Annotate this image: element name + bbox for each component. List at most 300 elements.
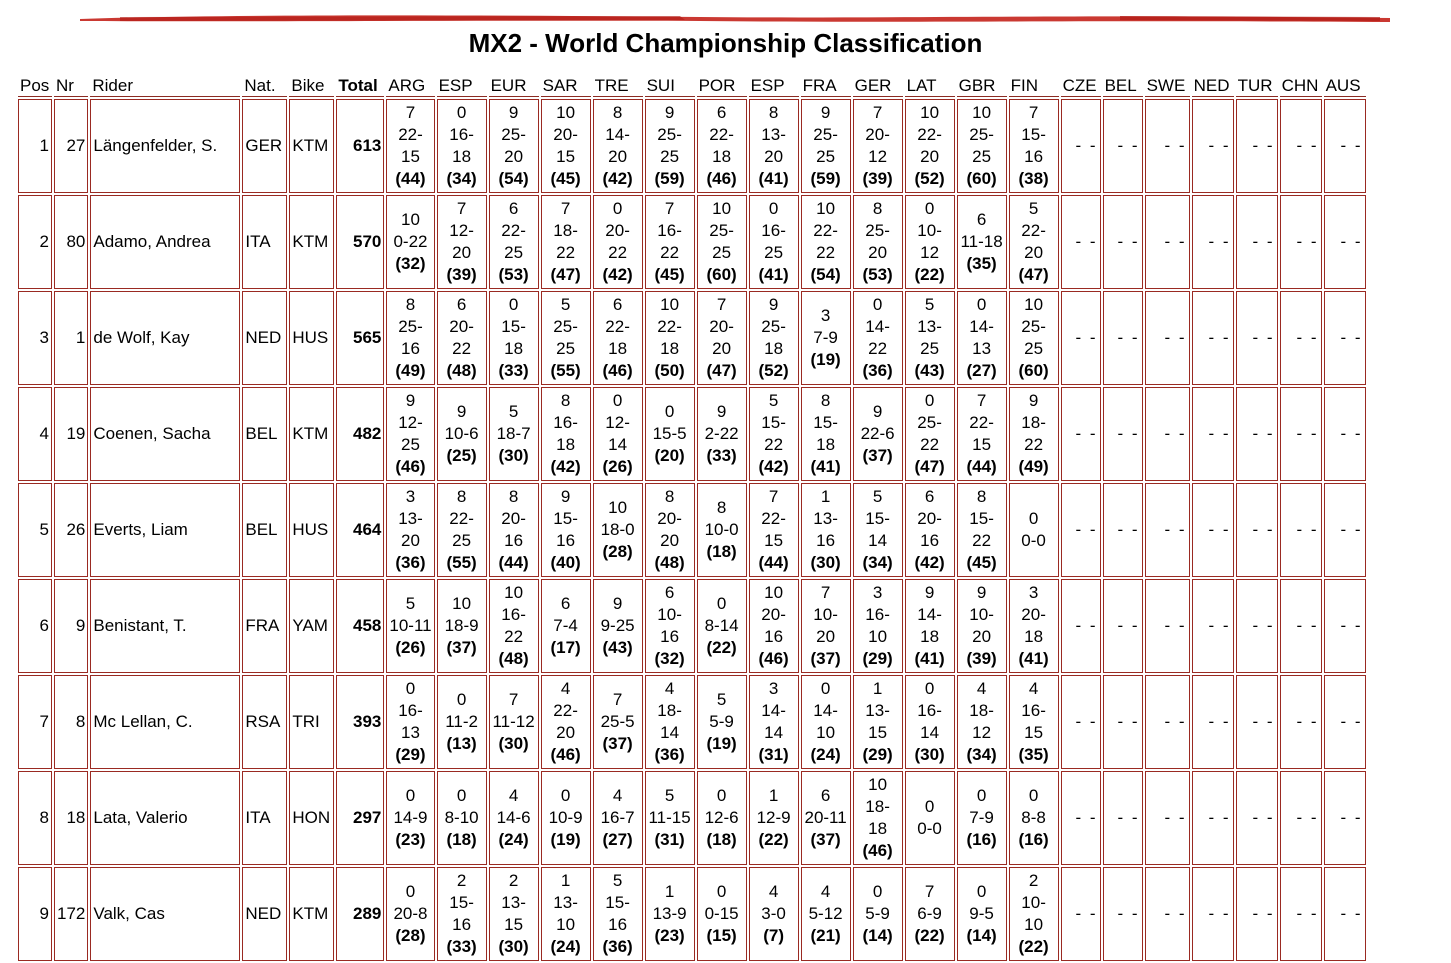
round-result-cell <box>593 579 643 673</box>
round-result-line: 5 <box>405 594 416 613</box>
round-result-cell <box>645 99 695 193</box>
round-points: (36) <box>395 553 426 572</box>
round-result-cell <box>801 675 851 769</box>
header-round-tre: TRE <box>593 72 643 97</box>
round-result-line: 25- <box>761 317 786 336</box>
round-result-line: 10 <box>556 915 576 934</box>
table-row <box>18 291 1366 385</box>
round-points: (36) <box>654 745 685 764</box>
round-result-cell <box>437 675 487 769</box>
round-result-line: 0 <box>1028 786 1039 805</box>
round-result-line: 25 <box>660 147 680 166</box>
round-result-cell <box>645 387 695 481</box>
round-result-line: 25 <box>764 243 784 262</box>
round-result-line: 9 <box>716 402 727 421</box>
round-result-cell <box>1009 291 1059 385</box>
round-result-line: 0 <box>924 391 935 410</box>
round-points: (59) <box>810 169 841 188</box>
round-result-line: 10 <box>712 199 732 218</box>
round-result-line: 10- <box>969 605 994 624</box>
round-points: (60) <box>966 169 997 188</box>
round-result-line: 16 <box>1024 147 1044 166</box>
rider-number: 172 <box>54 867 88 961</box>
round-result-cell <box>905 675 955 769</box>
round-points: (46) <box>550 745 581 764</box>
round-result-line: 12- <box>449 221 474 240</box>
round-result-cell <box>801 195 851 289</box>
round-points: (19) <box>706 734 737 753</box>
round-result-line: 5-9 <box>865 904 890 923</box>
round-points: (37) <box>446 638 477 657</box>
round-points: (48) <box>498 649 529 668</box>
round-result-line: 9 <box>664 103 675 122</box>
round-result-cell <box>697 291 747 385</box>
rider-total-points: 458 <box>336 579 384 673</box>
round-result-line: 10 <box>972 103 992 122</box>
round-result-line: 9 <box>612 594 623 613</box>
round-result-cell <box>853 291 903 385</box>
round-result-line: 20- <box>761 605 786 624</box>
rider-position: 5 <box>18 483 52 577</box>
round-result-line: 25- <box>813 125 838 144</box>
rider-number: 8 <box>54 675 88 769</box>
round-result-line: 0 <box>976 882 987 901</box>
round-points: (50) <box>654 361 685 380</box>
round-points: (38) <box>1018 169 1049 188</box>
round-result-line: 13- <box>813 509 838 528</box>
round-result-line: 25 <box>401 435 420 454</box>
round-empty-cell: - - <box>1280 195 1322 289</box>
rider-bike: HUS <box>289 483 334 577</box>
round-result-line: 25- <box>553 317 578 336</box>
round-empty-cell: - - <box>1280 579 1322 673</box>
round-empty-cell: - - <box>1061 387 1101 481</box>
round-result-line: 15-5 <box>652 424 687 443</box>
round-result-line: 6 <box>664 583 675 602</box>
round-result-line: 18 <box>660 339 680 358</box>
round-result-line: 18-9 <box>444 616 479 635</box>
rider-position: 2 <box>18 195 52 289</box>
round-result-line: 18 <box>868 819 888 838</box>
rider-number: 1 <box>54 291 88 385</box>
round-result-line: 22 <box>764 435 784 454</box>
round-result-cell <box>905 579 955 673</box>
round-result-line: 8 <box>768 103 779 122</box>
round-result-line: 20- <box>501 509 526 528</box>
round-result-line: 2 <box>1028 871 1039 890</box>
round-result-cell <box>801 291 851 385</box>
round-result-line: 16 <box>816 531 836 550</box>
round-points: (35) <box>1018 745 1049 764</box>
round-result-cell <box>697 675 747 769</box>
rider-nationality: NED <box>242 867 287 961</box>
round-result-line: 0 <box>924 199 935 218</box>
round-points: (47) <box>914 457 945 476</box>
round-empty-cell: - - <box>1061 291 1101 385</box>
table-row <box>18 579 1366 673</box>
round-result-cell <box>1009 771 1059 865</box>
round-points: (37) <box>602 734 633 753</box>
header-round-fin: FIN <box>1009 72 1059 97</box>
round-result-line: 0 <box>405 679 416 698</box>
round-result-line: 3 <box>768 679 779 698</box>
round-empty-cell: - - <box>1324 771 1366 865</box>
round-result-line: 0 <box>612 199 623 218</box>
round-empty-cell: - - <box>1192 99 1234 193</box>
round-result-line: 10 <box>868 627 888 646</box>
classification-table <box>16 70 1368 963</box>
round-result-line: 16- <box>657 221 682 240</box>
round-result-line: 22- <box>449 509 474 528</box>
round-result-line: 14- <box>761 701 786 720</box>
round-result-line: 14-6 <box>496 808 531 827</box>
round-result-line: 14 <box>764 723 784 742</box>
round-result-line: 6 <box>716 103 727 122</box>
rider-nationality: BEL <box>242 387 287 481</box>
round-result-cell <box>386 771 434 865</box>
page-title: MX2 - World Championship Classification <box>468 28 983 58</box>
round-result-line: 7-4 <box>553 616 578 635</box>
round-result-cell <box>957 675 1007 769</box>
round-empty-cell: - - <box>1280 483 1322 577</box>
round-result-cell <box>1009 483 1059 577</box>
round-points: (59) <box>654 169 685 188</box>
round-empty-cell: - - <box>1061 867 1101 961</box>
rider-bike: TRI <box>289 675 334 769</box>
round-result-line: 8 <box>820 391 831 410</box>
round-result-cell <box>386 867 434 961</box>
round-points: (28) <box>395 926 426 945</box>
round-result-line: 22 <box>868 339 888 358</box>
round-result-line: 8 <box>560 391 571 410</box>
round-empty-cell: - - <box>1192 771 1234 865</box>
round-points: (24) <box>498 830 529 849</box>
round-result-line: 15 <box>556 147 576 166</box>
round-result-line: 9-5 <box>969 904 994 923</box>
table-row <box>18 99 1366 193</box>
rider-nationality: GER <box>242 99 287 193</box>
round-empty-cell: - - <box>1324 99 1366 193</box>
round-points: (52) <box>758 361 789 380</box>
round-points: (27) <box>966 361 997 380</box>
round-result-line: 18 <box>608 339 628 358</box>
rider-nationality: ITA <box>242 771 287 865</box>
round-points: (54) <box>810 265 841 284</box>
round-points: (22) <box>914 926 945 945</box>
rider-position: 8 <box>18 771 52 865</box>
round-result-line: 13- <box>398 509 423 528</box>
round-result-cell <box>541 99 591 193</box>
round-result-line: 11-18 <box>960 232 1003 251</box>
round-result-line: 5-9 <box>709 712 734 731</box>
round-result-line: 20 <box>972 627 992 646</box>
round-empty-cell: - - <box>1145 771 1190 865</box>
header-round-sar: SAR <box>541 72 591 97</box>
round-result-cell <box>957 867 1007 961</box>
round-result-line: 5 <box>560 295 571 314</box>
round-result-line: 9 <box>924 583 935 602</box>
round-empty-cell: - - <box>1280 867 1322 961</box>
round-points: (30) <box>498 446 529 465</box>
rider-name: Coenen, Sacha <box>90 387 240 481</box>
round-empty-cell: - - <box>1061 771 1101 865</box>
round-result-cell <box>593 867 643 961</box>
table-row <box>18 771 1366 865</box>
round-points: (40) <box>550 553 581 572</box>
round-result-line: 13-9 <box>652 904 687 923</box>
round-result-line: 0 <box>820 679 831 698</box>
round-result-line: 25- <box>865 221 890 240</box>
round-points: (33) <box>446 937 477 956</box>
round-result-line: 1 <box>768 786 779 805</box>
round-empty-cell: - - <box>1061 579 1101 673</box>
round-result-cell <box>957 579 1007 673</box>
round-result-line: 16- <box>1021 701 1046 720</box>
round-result-line: 0-0 <box>917 819 942 838</box>
round-result-line: 10 <box>868 775 888 794</box>
round-result-line: 3 <box>405 487 416 506</box>
round-result-cell <box>801 579 851 673</box>
round-result-line: 20 <box>764 147 784 166</box>
round-empty-cell: - - <box>1236 99 1278 193</box>
header-round-swe: SWE <box>1145 72 1190 97</box>
round-result-cell <box>489 387 539 481</box>
round-result-line: 4 <box>612 786 623 805</box>
round-result-cell <box>489 483 539 577</box>
round-result-line: 7 <box>924 882 935 901</box>
round-result-line: 0 <box>612 391 623 410</box>
round-result-line: 25- <box>1021 317 1046 336</box>
round-result-cell <box>489 771 539 865</box>
round-result-line: 9 <box>768 295 779 314</box>
round-result-line: 5 <box>924 295 935 314</box>
round-points: (32) <box>395 254 426 273</box>
round-result-line: 0 <box>405 882 416 901</box>
round-result-cell <box>386 387 434 481</box>
round-points: (45) <box>654 265 685 284</box>
round-points: (19) <box>550 830 581 849</box>
rider-position: 7 <box>18 675 52 769</box>
rider-nationality: NED <box>242 291 287 385</box>
round-points: (36) <box>602 937 633 956</box>
round-result-line: 5-12 <box>808 904 843 923</box>
round-points: (48) <box>446 361 477 380</box>
round-result-line: 1 <box>820 487 831 506</box>
table-row <box>18 867 1366 961</box>
round-points: (7) <box>763 926 784 945</box>
round-result-line: 16 <box>608 915 628 934</box>
round-points: (17) <box>550 638 581 657</box>
round-points: (46) <box>602 361 633 380</box>
header-row <box>18 72 1366 97</box>
round-result-cell <box>749 579 799 673</box>
rider-number: 18 <box>54 771 88 865</box>
round-result-line: 0-15 <box>704 904 739 923</box>
round-result-line: 14- <box>917 605 942 624</box>
round-result-line: 15 <box>972 435 992 454</box>
round-result-line: 1 <box>664 882 675 901</box>
round-result-line: 22 <box>608 243 628 262</box>
round-result-line: 15 <box>1024 723 1044 742</box>
round-result-line: 0 <box>924 797 935 816</box>
round-result-line: 3 <box>820 306 831 325</box>
rider-total-points: 393 <box>336 675 384 769</box>
round-result-line: 10 <box>504 583 524 602</box>
round-result-line: 20 <box>1024 243 1044 262</box>
round-result-line: 22 <box>816 243 836 262</box>
round-result-cell <box>645 195 695 289</box>
round-empty-cell: - - <box>1280 675 1322 769</box>
round-result-line: 7 <box>768 487 779 506</box>
round-empty-cell: - - <box>1103 99 1143 193</box>
round-result-cell <box>541 579 591 673</box>
rider-position: 1 <box>18 99 52 193</box>
header-nat: Nat. <box>242 72 287 97</box>
round-result-line: 7 <box>560 199 571 218</box>
round-result-line: 4 <box>820 882 831 901</box>
round-result-line: 16- <box>917 701 942 720</box>
round-result-line: 5 <box>1028 199 1039 218</box>
round-result-cell <box>386 675 434 769</box>
round-result-line: 15- <box>501 317 526 336</box>
round-result-line: 20 <box>452 243 472 262</box>
round-points: (29) <box>862 649 893 668</box>
round-result-line: 10- <box>813 605 838 624</box>
rider-position: 6 <box>18 579 52 673</box>
round-result-line: 18 <box>556 435 576 454</box>
round-result-line: 0 <box>768 199 779 218</box>
round-points: (31) <box>758 745 789 764</box>
round-result-line: 16- <box>761 221 786 240</box>
round-points: (27) <box>602 830 633 849</box>
round-result-line: 6 <box>924 487 935 506</box>
round-result-line: 4 <box>560 679 571 698</box>
round-result-line: 22 <box>556 243 576 262</box>
round-points: (49) <box>395 361 426 380</box>
round-result-line: 0 <box>716 786 727 805</box>
round-result-line: 12 <box>920 243 940 262</box>
rider-position: 4 <box>18 387 52 481</box>
round-empty-cell: - - <box>1145 867 1190 961</box>
round-result-line: 9 <box>1028 391 1039 410</box>
round-result-line: 25- <box>657 125 682 144</box>
header-round-bel: BEL <box>1103 72 1143 97</box>
round-empty-cell: - - <box>1324 387 1366 481</box>
round-empty-cell: - - <box>1324 579 1366 673</box>
round-points: (15) <box>706 926 737 945</box>
round-result-cell <box>1009 99 1059 193</box>
round-result-line: 6 <box>976 210 987 229</box>
round-result-cell <box>697 579 747 673</box>
round-points: (26) <box>602 457 633 476</box>
rider-name: Mc Lellan, C. <box>90 675 240 769</box>
round-result-line: 2 <box>456 871 467 890</box>
round-result-line: 0 <box>1028 509 1039 528</box>
round-result-line: 10 <box>608 498 628 517</box>
round-result-line: 6 <box>456 295 467 314</box>
round-result-line: 6-9 <box>917 904 942 923</box>
round-points: (46) <box>862 841 893 860</box>
round-result-line: 22- <box>917 125 942 144</box>
round-points: (42) <box>914 553 945 572</box>
round-empty-cell: - - <box>1192 675 1234 769</box>
round-result-cell <box>593 771 643 865</box>
round-result-line: 8-14 <box>704 616 739 635</box>
rider-nationality: ITA <box>242 195 287 289</box>
round-result-cell <box>437 195 487 289</box>
round-result-line: 20 <box>816 627 836 646</box>
round-points: (49) <box>1018 457 1049 476</box>
rider-number: 26 <box>54 483 88 577</box>
round-result-line: 4 <box>976 679 987 698</box>
round-empty-cell: - - <box>1145 99 1190 193</box>
round-result-line: 22- <box>761 509 786 528</box>
round-result-cell <box>645 771 695 865</box>
round-result-line: 8 <box>456 487 467 506</box>
round-result-line: 20- <box>1021 605 1046 624</box>
round-result-cell <box>957 771 1007 865</box>
round-result-line: 8 <box>664 487 675 506</box>
round-result-line: 22- <box>813 221 838 240</box>
round-result-cell <box>853 387 903 481</box>
round-result-line: 16- <box>398 701 423 720</box>
round-result-line: 25 <box>556 339 576 358</box>
round-result-cell <box>645 675 695 769</box>
round-result-cell <box>593 387 643 481</box>
round-result-line: 15- <box>553 509 578 528</box>
round-result-line: 12 <box>972 723 992 742</box>
round-points: (60) <box>1018 361 1049 380</box>
round-result-line: 22- <box>657 317 682 336</box>
round-empty-cell: - - <box>1145 195 1190 289</box>
round-points: (23) <box>654 926 685 945</box>
round-empty-cell: - - <box>1236 579 1278 673</box>
round-empty-cell: - - <box>1103 291 1143 385</box>
round-result-cell <box>801 771 851 865</box>
round-result-line: 9 <box>976 583 987 602</box>
round-empty-cell: - - <box>1192 579 1234 673</box>
round-points: (44) <box>498 553 529 572</box>
round-result-cell <box>386 195 434 289</box>
round-result-line: 10 <box>401 210 420 229</box>
round-result-cell <box>853 675 903 769</box>
round-result-line: 1 <box>872 679 883 698</box>
round-result-cell <box>853 99 903 193</box>
round-result-line: 5 <box>508 402 519 421</box>
round-result-line: 0 <box>456 103 467 122</box>
round-points: (60) <box>706 265 737 284</box>
round-result-line: 0-0 <box>1021 531 1046 550</box>
header-round-arg: ARG <box>386 72 434 97</box>
round-result-line: 14 <box>608 435 628 454</box>
round-result-line: 9 <box>508 103 519 122</box>
round-result-line: 0 <box>560 786 571 805</box>
round-result-line: 8 <box>508 487 519 506</box>
round-result-line: 15- <box>761 413 786 432</box>
rider-bike: KTM <box>289 99 334 193</box>
round-result-cell <box>437 99 487 193</box>
round-result-line: 20 <box>920 147 940 166</box>
round-result-cell <box>697 483 747 577</box>
round-result-line: 5 <box>768 391 779 410</box>
round-points: (42) <box>758 457 789 476</box>
round-result-line: 5 <box>612 871 623 890</box>
round-result-line: 20- <box>449 317 474 336</box>
round-result-line: 15- <box>605 893 630 912</box>
round-result-line: 18 <box>816 435 836 454</box>
round-result-line: 0 <box>924 679 935 698</box>
round-result-line: 25- <box>398 317 423 336</box>
